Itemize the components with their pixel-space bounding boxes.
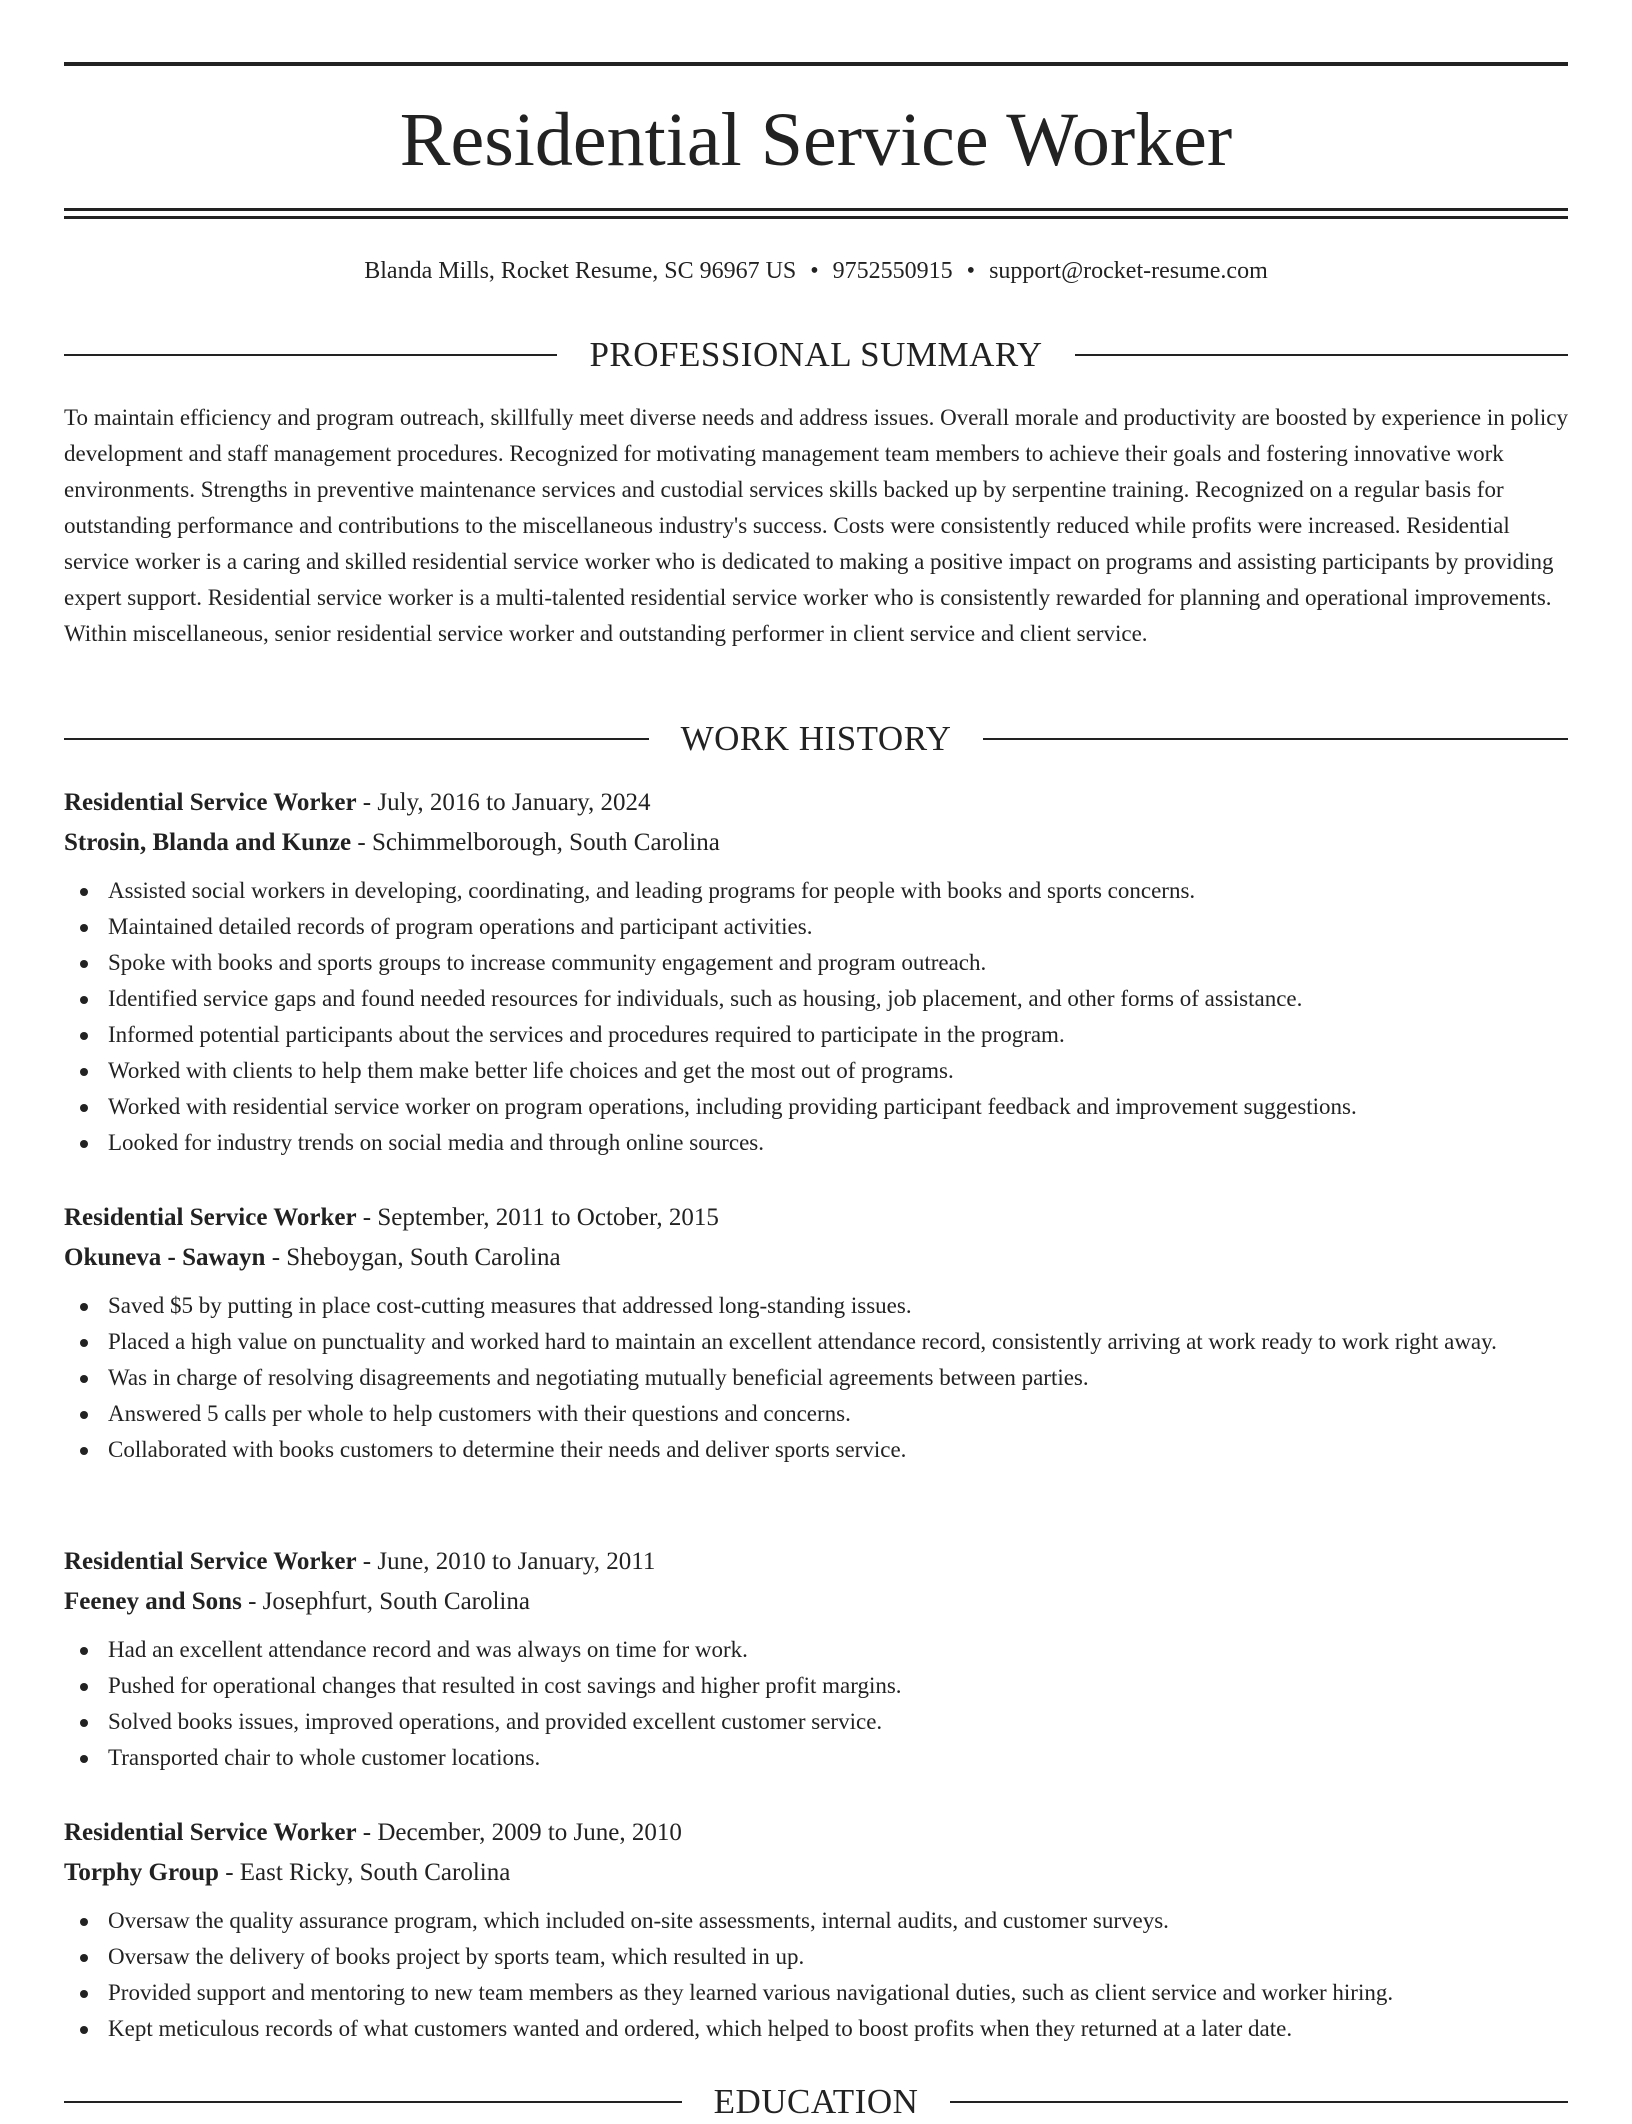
job-location: - Sheboygan, South Carolina [265, 1244, 561, 1271]
job-bullets [64, 1903, 1568, 2047]
job-role: Residential Service Worker [64, 1204, 357, 1231]
job-role: Residential Service Worker [64, 1819, 357, 1846]
job-location: - East Ricky, South Carolina [218, 1859, 511, 1886]
job-dates: - July, 2016 to January, 2024 [356, 789, 651, 816]
job-title-line [64, 1813, 1568, 1853]
contact-separator: • [966, 258, 976, 284]
job-entry [64, 783, 1568, 1161]
list-item: Identified service gaps and found needed resources for individuals, such as housing, job placement, and other forms of assistance. [64, 981, 1568, 1017]
job-title-line [64, 1198, 1568, 1238]
education-heading-label: EDUCATION [713, 2082, 919, 2121]
list-item: Kept meticulous records of what customers wanted and ordered, which helped to boost profits when they returned at a later date. [64, 2011, 1568, 2047]
job-role: Residential Service Worker [64, 1548, 357, 1575]
job-entry [64, 1813, 1568, 2047]
job-company-line [64, 823, 1568, 863]
contact-separator: • [810, 258, 819, 284]
list-item: Was in charge of resolving disagreements and negotiating mutually beneficial agreements between parties. [64, 1360, 1568, 1396]
list-item: Collaborated with books customers to determine their needs and deliver sports service. [64, 1432, 1568, 1468]
job-bullets [64, 1632, 1568, 1776]
job-role: Residential Service Worker [64, 789, 357, 816]
summary-heading-label: PROFESSIONAL SUMMARY [589, 335, 1043, 374]
job-location: - Schimmelborough, South Carolina [351, 829, 720, 856]
list-item: Assisted social workers in developing, coordinating, and leading programs for people with books and sports concerns. [64, 873, 1568, 909]
heading-rule-left [64, 738, 649, 740]
job-company: Strosin, Blanda and Kunze [64, 829, 352, 856]
list-item: Saved $5 by putting in place cost-cutting measures that addressed long-standing issues. [64, 1288, 1568, 1324]
job-bullets [64, 1288, 1568, 1468]
job-title-line [64, 1542, 1568, 1582]
list-item: Placed a high value on punctuality and worked hard to maintain an excellent attendance record, consistently arriving at work ready to work right away. [64, 1324, 1568, 1360]
job-company: Torphy Group [64, 1859, 219, 1886]
job-company: Okuneva - Sawayn [64, 1244, 266, 1271]
job-dates: - September, 2011 to October, 2015 [356, 1204, 719, 1231]
professional-summary: To maintain efficiency and program outreach, skillfully meet diverse needs and address issues. Overall morale and productivity are boosted by experience in policy development and staff management procedures. Recognized for motivating management team members to achieve their goals and fostering innovative work environments. Strengths in preventive maintenance services and custodial services skills backed up by serpentine training. Recognized on a regular basis for outstanding performance and contributions to the miscellaneous industry's success. Costs were consistently reduced while profits were increased. Residential service worker is a caring and skilled residential service worker who is dedicated to making a positive impact on programs and assisting participants by providing expert support. Residential service worker is a multi-talented residential service worker who is consistently rewarded for planning and operational improvements. Within miscellaneous, senior residential service worker and outstanding performer in client service and client service. [64, 405, 1568, 646]
work-history-heading-label: WORK HISTORY [680, 719, 952, 758]
heading-rule-left [64, 2101, 682, 2103]
list-item: Looked for industry trends on social media and through online sources. [64, 1125, 1568, 1161]
job-company: Feeney and Sons [64, 1588, 242, 1615]
work-history-heading [64, 717, 1568, 761]
job-dates: - December, 2009 to June, 2010 [356, 1819, 682, 1846]
job-entry [64, 1542, 1568, 1776]
list-item: Oversaw the delivery of books project by sports team, which resulted in up. [64, 1939, 1568, 1975]
list-item: Transported chair to whole customer locations. [64, 1740, 1568, 1776]
contact-address: Blanda Mills, Rocket Resume, SC 96967 US [364, 258, 797, 284]
title-rule-lower [64, 216, 1568, 219]
job-company-line [64, 1238, 1568, 1278]
list-item: Maintained detailed records of program operations and participant activities. [64, 909, 1568, 945]
list-item: Informed potential participants about the services and procedures required to participate in the program. [64, 1017, 1568, 1053]
list-item: Answered 5 calls per whole to help customers with their questions and concerns. [64, 1396, 1568, 1432]
job-company-line [64, 1853, 1568, 1893]
list-item: Spoke with books and sports groups to increase community engagement and program outreach. [64, 945, 1568, 981]
heading-rule-right [983, 738, 1568, 740]
list-item: Oversaw the quality assurance program, which included on-site assessments, internal audits, and customer surveys. [64, 1903, 1568, 1939]
contact-email: support@rocket-resume.com [989, 258, 1268, 284]
top-rule [64, 62, 1568, 66]
job-title-line [64, 783, 1568, 823]
list-item: Worked with clients to help them make better life choices and get the most out of programs. [64, 1053, 1568, 1089]
list-item: Pushed for operational changes that resulted in cost savings and higher profit margins. [64, 1668, 1568, 1704]
job-bullets [64, 873, 1568, 1161]
list-item: Provided support and mentoring to new team members as they learned various navigational duties, such as client service and worker hiring. [64, 1975, 1568, 2011]
contact-line [64, 254, 1568, 288]
contact-phone: 9752550915 [832, 258, 953, 284]
job-location: - Josephfurt, South Carolina [241, 1588, 530, 1615]
page-title: Residential Service Worker [399, 98, 1233, 182]
job-entry [64, 1198, 1568, 1468]
heading-rule-right [950, 2101, 1568, 2103]
job-company-line [64, 1582, 1568, 1622]
list-item: Had an excellent attendance record and was always on time for work. [64, 1632, 1568, 1668]
list-item: Solved books issues, improved operations, and provided excellent customer service. [64, 1704, 1568, 1740]
title-rule-upper [64, 208, 1568, 211]
summary-heading [64, 333, 1568, 377]
education-heading [64, 2080, 1568, 2124]
list-item: Worked with residential service worker on program operations, including providing participant feedback and improvement suggestions. [64, 1089, 1568, 1125]
job-dates: - June, 2010 to January, 2011 [356, 1548, 656, 1575]
heading-rule-left [64, 354, 557, 356]
heading-rule-right [1075, 354, 1568, 356]
